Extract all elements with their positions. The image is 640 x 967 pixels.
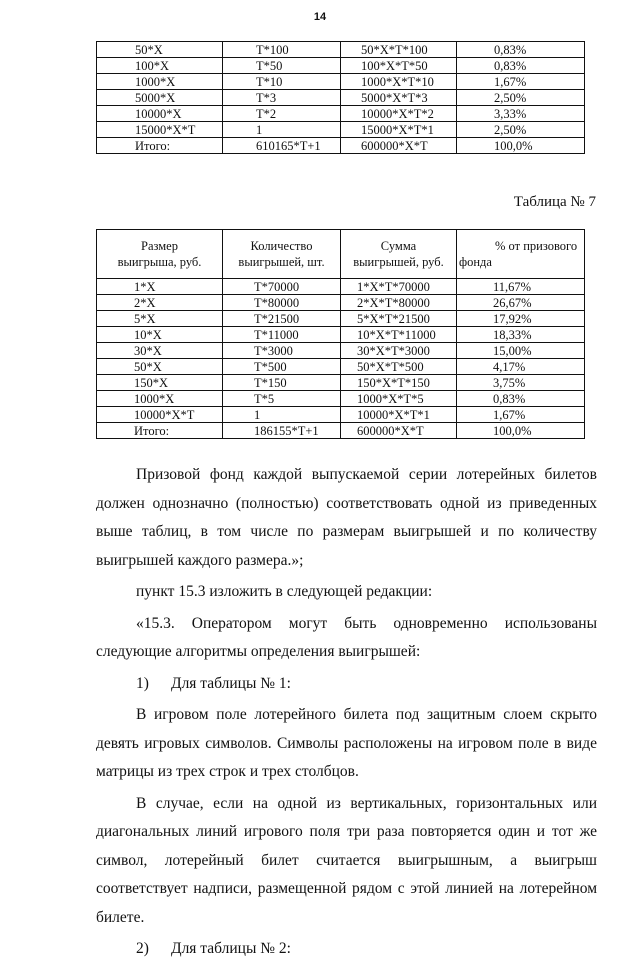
table-cell: T*2 [223,106,341,122]
table-cell: 100*X [97,58,223,74]
header-prize-sum: Сумма выигрышей, руб. [341,230,457,279]
table-cell: 5000*X [97,90,223,106]
table-cell: 50*X [97,42,223,58]
table-cell: 11,67% [457,279,585,295]
header-fund-percent: % от призового фонда [457,230,585,279]
header-prize-size: Размер выигрыша, руб. [97,230,223,279]
table-cell: 10*X [97,327,223,343]
table-cell: 50*X*T*500 [341,359,457,375]
table-caption: Таблица № 7 [513,194,596,210]
table-cell: 10*X*T*11000 [341,327,457,343]
list-number: 2) [136,940,149,957]
table-row [97,407,585,423]
table-cell: Итого: [97,138,223,154]
table-row [97,138,585,154]
table-row [97,343,585,359]
table-cell: 17,92% [457,311,585,327]
table-row [97,74,585,90]
table-cell: T*21500 [223,311,341,327]
table-row [97,311,585,327]
paragraph-game-field: В игровом поле лотерейного билета под защитным слоем скрыто девять игровых символов. Символы расположены на игровом поле в виде матрицы из трех строк и трех столбцов. [96,706,597,780]
table-cell: 50*X [97,359,223,375]
list-number: 1) [136,674,149,692]
table-row [97,58,585,74]
table-cell: 1 [223,407,341,423]
table-cell: T*11000 [223,327,341,343]
table-cell: 1,67% [457,407,585,423]
table-cell: 2,50% [457,122,585,138]
table-cell: 0,83% [457,42,585,58]
paragraph-algorithms: «15.3. Оператором могут быть одновременно использованы следующие алгоритмы определения выигрышей: [96,614,597,660]
table-cell: 5*X*T*21500 [341,311,457,327]
table-cell: T*3000 [223,343,341,359]
table-cell: T*500 [223,359,341,375]
prize-table-continued [96,41,585,154]
table-cell: 100*X*T*50 [341,58,457,74]
table-row [97,375,585,391]
table-cell: 0,83% [457,391,585,407]
table-cell: 186155*T+1 [223,423,341,439]
table-cell: 5*X [97,311,223,327]
table-cell: Итого: [97,423,223,439]
table-cell: T*150 [223,375,341,391]
table-cell: 10000*X*T*2 [341,106,457,122]
table-cell: 30*X [97,343,223,359]
table-cell: 50*X*T*100 [341,42,457,58]
table-cell: 100,0% [457,423,585,439]
table-cell: 10000*X*T*1 [341,407,457,423]
table-cell: 4,17% [457,359,585,375]
table-cell: 2*X*T*80000 [341,295,457,311]
table-cell: 10000*X [97,106,223,122]
table-row [97,279,585,295]
table-cell: 1000*X [97,391,223,407]
table-row [97,90,585,106]
table-row [97,106,585,122]
table-header-row [97,230,585,279]
table-cell: 15,00% [457,343,585,359]
table-cell: T*80000 [223,295,341,311]
prize-table-7 [96,229,585,439]
table-cell: 600000*X*T [341,423,457,439]
table-cell: 1*X*T*70000 [341,279,457,295]
table-cell: 150*X [97,375,223,391]
paragraph-winning-rule: В случае, если на одной из вертикальных, горизонтальных или диагональных линий игрового поля три раза повторяется один и тот же символ, лотерейный билет считается выигрышным, а выигрыш соответствует надписи, размещенной рядом с этой линией на лотерейном билете. [96,794,597,926]
table-cell: 1,67% [457,74,585,90]
table-cell: T*70000 [223,279,341,295]
table-cell: 1*X [97,279,223,295]
table-cell: T*5 [223,391,341,407]
table-cell: 600000*X*T [341,138,457,154]
table-cell: 2,50% [457,90,585,106]
table-cell: T*100 [223,42,341,58]
table-row [97,295,585,311]
document-body [96,461,597,967]
table-cell: T*3 [223,90,341,106]
table-cell: 100,0% [457,138,585,154]
paragraph-clause: пункт 15.3 изложить в следующей редакции: [136,583,433,600]
table-cell: 1 [223,122,341,138]
table-cell: 150*X*T*150 [341,375,457,391]
table-cell: T*50 [223,58,341,74]
table-cell: 1000*X [97,74,223,90]
list-text: Для таблицы № 1: [171,674,291,692]
list-text: Для таблицы № 2: [171,940,291,957]
page-number: 14 [313,11,327,23]
table-cell: 3,33% [457,106,585,122]
table-row [97,327,585,343]
header-prize-count: Количество выигрышей, шт. [223,230,341,279]
table-cell: 2*X [97,295,223,311]
table-row [97,359,585,375]
table-row [97,423,585,439]
list-item-table-1 [96,670,597,699]
table-row [97,391,585,407]
table-cell: 15000*X*T*1 [341,122,457,138]
table-row [97,42,585,58]
table-cell: 5000*X*T*3 [341,90,457,106]
table-cell: 610165*T+1 [223,138,341,154]
table-cell: 30*X*T*3000 [341,343,457,359]
table-cell: 3,75% [457,375,585,391]
list-item-table-2 [96,935,597,964]
table-cell: 18,33% [457,327,585,343]
table-row [97,122,585,138]
table-cell: T*10 [223,74,341,90]
table-cell: 1000*X*T*10 [341,74,457,90]
table-cell: 26,67% [457,295,585,311]
table-cell: 1000*X*T*5 [341,391,457,407]
paragraph-prize-fund: Призовой фонд каждой выпускаемой серии лотерейных билетов должен однозначно (полностью) соответствовать одной из приведенных выше таблиц, в том числе по размерам выигрышей и по количеству выигрышей каждого размера.»; [96,466,597,569]
table-cell: 0,83% [457,58,585,74]
table-cell: 15000*X*T [97,122,223,138]
table-cell: 10000*X*T [97,407,223,423]
